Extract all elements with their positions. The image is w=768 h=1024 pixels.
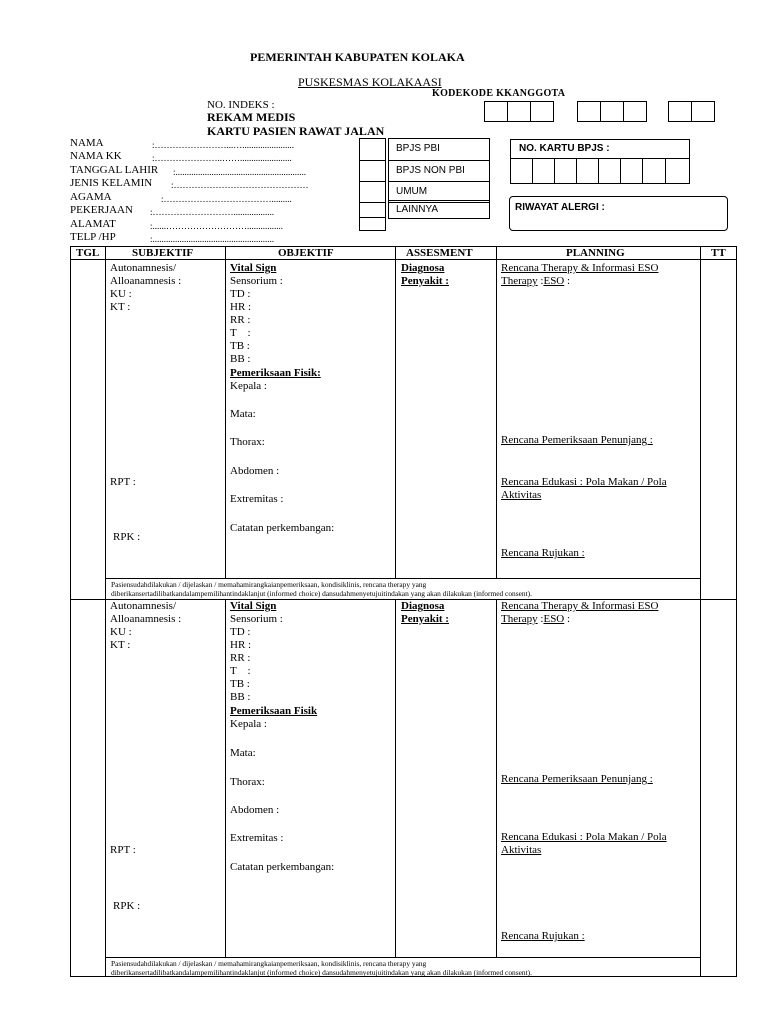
field-namakk-label: NAMA KK xyxy=(70,150,122,162)
col-header-planning: PLANNING xyxy=(566,247,625,259)
subj-rpt: RPT : xyxy=(110,476,136,488)
field-telp-dots[interactable]: :...................................................... xyxy=(150,234,275,244)
obj-catatan: Catatan perkembangan: xyxy=(230,861,335,873)
plan-therapy-eso xyxy=(501,276,570,287)
col-header-assesment: ASSESMENT xyxy=(406,247,473,259)
plan-rencana-therapy: Rencana Therapy & Informasi ESO xyxy=(501,600,659,612)
soap-section-1 xyxy=(0,262,768,598)
kartu-digit-box[interactable] xyxy=(598,158,621,184)
obj-td: TD : xyxy=(230,288,251,300)
plan-eso: ESO xyxy=(543,275,565,287)
subj-ku: KU : xyxy=(110,626,132,638)
subj-autonamnesis: Autonamnesis/ xyxy=(110,600,176,612)
header-government: PEMERINTAH KABUPATEN KOLAKA xyxy=(250,50,465,64)
col-header-subjektif: SUBJEKTIF xyxy=(132,247,194,259)
obj-pemeriksaan-fisik: Pemeriksaan Fisik: xyxy=(230,367,321,379)
header-kodekode: KODEKODE KKANGGOTA xyxy=(432,88,566,99)
obj-td: TD : xyxy=(230,626,251,638)
riwayat-alergi-box[interactable] xyxy=(509,196,728,231)
obj-vital-sign: Vital Sign xyxy=(230,600,277,612)
obj-catatan: Catatan perkembangan: xyxy=(230,522,335,534)
kode-box[interactable] xyxy=(691,101,715,122)
riwayat-alergi-label: RIWAYAT ALERGI : xyxy=(515,202,605,213)
plan-colon-2: : xyxy=(567,613,571,625)
subj-rpk: RPK : xyxy=(113,900,141,912)
option-lainnya xyxy=(388,200,490,219)
field-jk-label: JENIS KELAMIN xyxy=(70,177,153,189)
kode-box[interactable] xyxy=(530,101,554,122)
col-header-tt: TT xyxy=(711,247,726,259)
rekam-medis-title: REKAM MEDIS xyxy=(207,110,296,124)
plan-aktivitas: Aktivitas xyxy=(501,844,542,856)
field-nama-label: NAMA xyxy=(70,137,104,149)
obj-hr: HR : xyxy=(230,639,252,651)
obj-hr: HR : xyxy=(230,301,252,313)
consent-line-2: diberikansertadilibatkandalampemilihantindaklanjut (informed choice) dansudahmenyetujuitindakan yang akan dilakukan (informed consent). xyxy=(111,589,532,598)
no-kartu-bpjs-label: NO. KARTU BPJS : xyxy=(519,143,610,154)
option-bpjs-pbi-label: BPJS PBI xyxy=(396,143,440,154)
obj-rr: RR : xyxy=(230,314,251,326)
plan-rencana-edukasi: Rencana Edukasi : Pola Makan / Pola xyxy=(501,476,667,488)
checkbox-lainnya[interactable] xyxy=(359,202,386,218)
plan-colon: : xyxy=(540,275,544,287)
obj-tb: TB : xyxy=(230,678,250,690)
plan-rencana-therapy: Rencana Therapy & Informasi ESO xyxy=(501,262,659,274)
obj-extremitas: Extremitas : xyxy=(230,832,284,844)
obj-sensorium: Sensorium : xyxy=(230,613,283,625)
plan-rencana-edukasi: Rencana Edukasi : Pola Makan / Pola xyxy=(501,831,667,843)
obj-thorax: Thorax: xyxy=(230,436,265,448)
kartu-title: KARTU PASIEN RAWAT JALAN xyxy=(207,124,385,138)
plan-colon-2: : xyxy=(567,275,571,287)
checkbox-blank[interactable] xyxy=(359,217,386,231)
field-alamat-dots[interactable]: :......………………………................ xyxy=(150,221,284,231)
plan-aktivitas: Aktivitas xyxy=(501,489,542,501)
obj-t: T : xyxy=(230,327,251,339)
ass-diagnosa: Diagnosa xyxy=(401,600,445,612)
checkbox-umum[interactable] xyxy=(359,181,386,203)
plan-rencana-rujukan: Rencana Rujukan : xyxy=(501,547,585,559)
kartu-digit-box[interactable] xyxy=(642,158,666,184)
obj-thorax: Thorax: xyxy=(230,776,265,788)
obj-mata: Mata: xyxy=(230,747,256,759)
kode-box[interactable] xyxy=(577,101,601,122)
obj-extremitas: Extremitas : xyxy=(230,493,284,505)
col-header-objektif: OBJEKTIF xyxy=(278,247,334,259)
ass-penyakit: Penyakit : xyxy=(401,275,449,287)
obj-kepala: Kepala : xyxy=(230,718,267,730)
obj-sensorium: Sensorium : xyxy=(230,275,283,287)
field-agama-label: AGAMA xyxy=(70,191,112,203)
checkbox-bpjs-pbi[interactable] xyxy=(359,138,386,161)
field-jk-dots[interactable]: :……………………………………… xyxy=(171,180,309,190)
header-row-divider xyxy=(70,259,737,260)
kode-box[interactable] xyxy=(600,101,624,122)
plan-rencana-rujukan: Rencana Rujukan : xyxy=(501,930,585,942)
field-tgl-lahir-dots[interactable]: :.......................................................... xyxy=(173,167,307,177)
subj-kt: KT : xyxy=(110,301,131,313)
ass-penyakit: Penyakit : xyxy=(401,613,449,625)
obj-kepala: Kepala : xyxy=(230,380,267,392)
field-namakk-dots[interactable]: :…………………..……....................... xyxy=(152,153,292,163)
obj-mata: Mata: xyxy=(230,408,256,420)
obj-bb: BB : xyxy=(230,353,251,365)
header-puskesmas: PUSKESMAS KOLAKAASI xyxy=(298,75,442,89)
kartu-digit-box[interactable] xyxy=(510,158,533,184)
option-lainnya-label: LAINNYA xyxy=(396,204,439,215)
obj-t: T : xyxy=(230,665,251,677)
col-header-tgl: TGL xyxy=(76,247,100,259)
obj-abdomen: Abdomen : xyxy=(230,465,280,477)
option-bpjs-non-pbi xyxy=(388,160,490,182)
obj-bb: BB : xyxy=(230,691,251,703)
plan-rencana-pemeriksaan: Rencana Pemeriksaan Penunjang : xyxy=(501,434,653,446)
soap-section-2 xyxy=(0,601,768,981)
subj-rpk: RPK : xyxy=(113,531,141,543)
plan-therapy: Therapy xyxy=(501,613,538,625)
kartu-digit-box[interactable] xyxy=(576,158,599,184)
kode-box[interactable] xyxy=(668,101,692,122)
no-indeks-label: NO. INDEKS : xyxy=(207,99,275,111)
kartu-digit-box[interactable] xyxy=(532,158,555,184)
ass-diagnosa: Diagnosa xyxy=(401,262,445,274)
field-telp-label: TELP /HP xyxy=(70,231,116,243)
subj-alloanamnesis: Alloanamnesis : xyxy=(110,613,182,625)
option-umum-label: UMUM xyxy=(396,186,428,197)
consent-line-1: Pasiensudahdilakukan / dijelaskan / memahamirangkaianpemeriksaan, kondisiklinis, rencana therapy yang xyxy=(111,580,427,589)
plan-rencana-pemeriksaan: Rencana Pemeriksaan Penunjang : xyxy=(501,773,653,785)
field-tgl-lahir-label: TANGGAL LAHIR xyxy=(70,164,159,176)
field-pekerjaan-dots[interactable]: :……………………….................. xyxy=(150,207,275,217)
plan-colon: : xyxy=(540,613,544,625)
option-bpjs-non-pbi-label: BPJS NON PBI xyxy=(396,165,465,176)
kartu-digit-box[interactable] xyxy=(620,158,643,184)
obj-rr: RR : xyxy=(230,652,251,664)
field-agama-dots[interactable]: :………………………………......... xyxy=(161,194,292,204)
field-alamat-label: ALAMAT xyxy=(70,218,116,230)
field-pekerjaan-label: PEKERJAAN xyxy=(70,204,133,216)
kode-box[interactable] xyxy=(507,101,531,122)
consent-line-2: diberikansertadilibatkandalampemilihantindaklanjut (informed choice) dansudahmenyetujuitindakan yang akan dilakukan (informed consent). xyxy=(111,968,532,977)
no-kartu-bpjs-box xyxy=(510,139,690,159)
plan-therapy-eso xyxy=(501,614,570,625)
checkbox-bpjs-non-pbi[interactable] xyxy=(359,160,386,182)
kode-box[interactable] xyxy=(623,101,647,122)
plan-therapy: Therapy xyxy=(501,275,538,287)
kartu-digit-box[interactable] xyxy=(554,158,577,184)
kode-box[interactable] xyxy=(484,101,508,122)
kartu-digit-box[interactable] xyxy=(665,158,690,184)
obj-abdomen: Abdomen : xyxy=(230,804,280,816)
field-nama-dots[interactable]: :……………………...…....................... xyxy=(152,140,295,150)
plan-eso: ESO xyxy=(543,613,565,625)
consent-line-1: Pasiensudahdilakukan / dijelaskan / memahamirangkaianpemeriksaan, kondisiklinis, rencana therapy yang xyxy=(111,959,427,968)
subj-autonamnesis: Autonamnesis/ xyxy=(110,262,176,274)
subj-rpt: RPT : xyxy=(110,844,136,856)
obj-pemeriksaan-fisik: Pemeriksaan Fisik xyxy=(230,705,318,717)
subj-ku: KU : xyxy=(110,288,132,300)
option-bpjs-pbi xyxy=(388,138,490,161)
obj-vital-sign: Vital Sign xyxy=(230,262,277,274)
obj-tb: TB : xyxy=(230,340,250,352)
subj-kt: KT : xyxy=(110,639,131,651)
subj-alloanamnesis: Alloanamnesis : xyxy=(110,275,182,287)
